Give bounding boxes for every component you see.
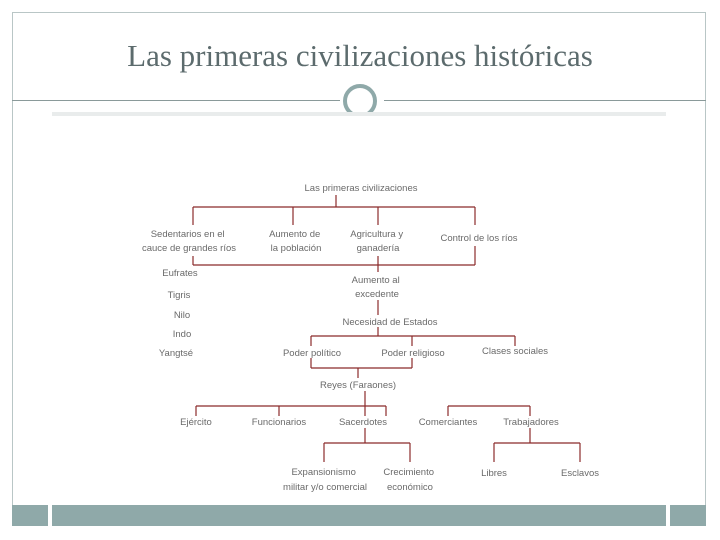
node-line: Aumento de bbox=[269, 229, 321, 240]
node-agricultura bbox=[350, 229, 405, 254]
node-funcionarios: Funcionarios bbox=[251, 417, 307, 428]
node-sacerdotes: Sacerdotes bbox=[338, 417, 388, 428]
node-libres: Libres bbox=[481, 468, 507, 479]
node-excedente bbox=[352, 275, 403, 300]
node-river: Indo bbox=[172, 329, 192, 340]
node-line: la población bbox=[270, 243, 322, 254]
node-reyes: Reyes (Faraones) bbox=[319, 380, 397, 391]
node-line: Crecimiento bbox=[383, 467, 435, 478]
node-line: militar y/o comercial bbox=[283, 482, 367, 493]
node-line: Agricultura y bbox=[350, 229, 404, 240]
node-root: Las primeras civilizaciones bbox=[304, 183, 418, 194]
node-river: Eufrates bbox=[162, 268, 198, 279]
node-esclavos: Esclavos bbox=[560, 468, 600, 479]
node-crecimiento bbox=[383, 467, 436, 493]
node-comerciantes: Comerciantes bbox=[418, 417, 478, 428]
node-river: Nilo bbox=[173, 310, 191, 321]
node-line: cauce de grandes ríos bbox=[141, 243, 237, 254]
slide-title: Las primeras civilizaciones históricas bbox=[127, 38, 593, 73]
node-river: Yangtsé bbox=[158, 348, 194, 359]
node-line: Expansionismo bbox=[291, 467, 356, 478]
node-line: excedente bbox=[355, 289, 399, 300]
node-poder-politico: Poder político bbox=[282, 348, 342, 359]
node-ejercito: Ejército bbox=[180, 417, 212, 428]
node-clases-sociales: Clases sociales bbox=[482, 346, 548, 357]
node-sedentarios bbox=[142, 229, 236, 254]
node-line: económico bbox=[387, 482, 433, 493]
node-aumento-poblacion bbox=[269, 229, 323, 254]
node-poder-religioso: Poder religioso bbox=[381, 348, 445, 359]
node-river: Tigris bbox=[167, 290, 191, 301]
node-trabajadores: Trabajadores bbox=[503, 417, 559, 428]
node-line: ganadería bbox=[356, 243, 400, 254]
node-control-rios: Control de los ríos bbox=[440, 233, 518, 244]
node-line: Sedentarios en el bbox=[150, 229, 225, 240]
node-expansionismo bbox=[283, 467, 367, 493]
node-line: Aumento al bbox=[351, 275, 400, 286]
node-necesidad-estados: Necesidad de Estados bbox=[342, 317, 438, 328]
